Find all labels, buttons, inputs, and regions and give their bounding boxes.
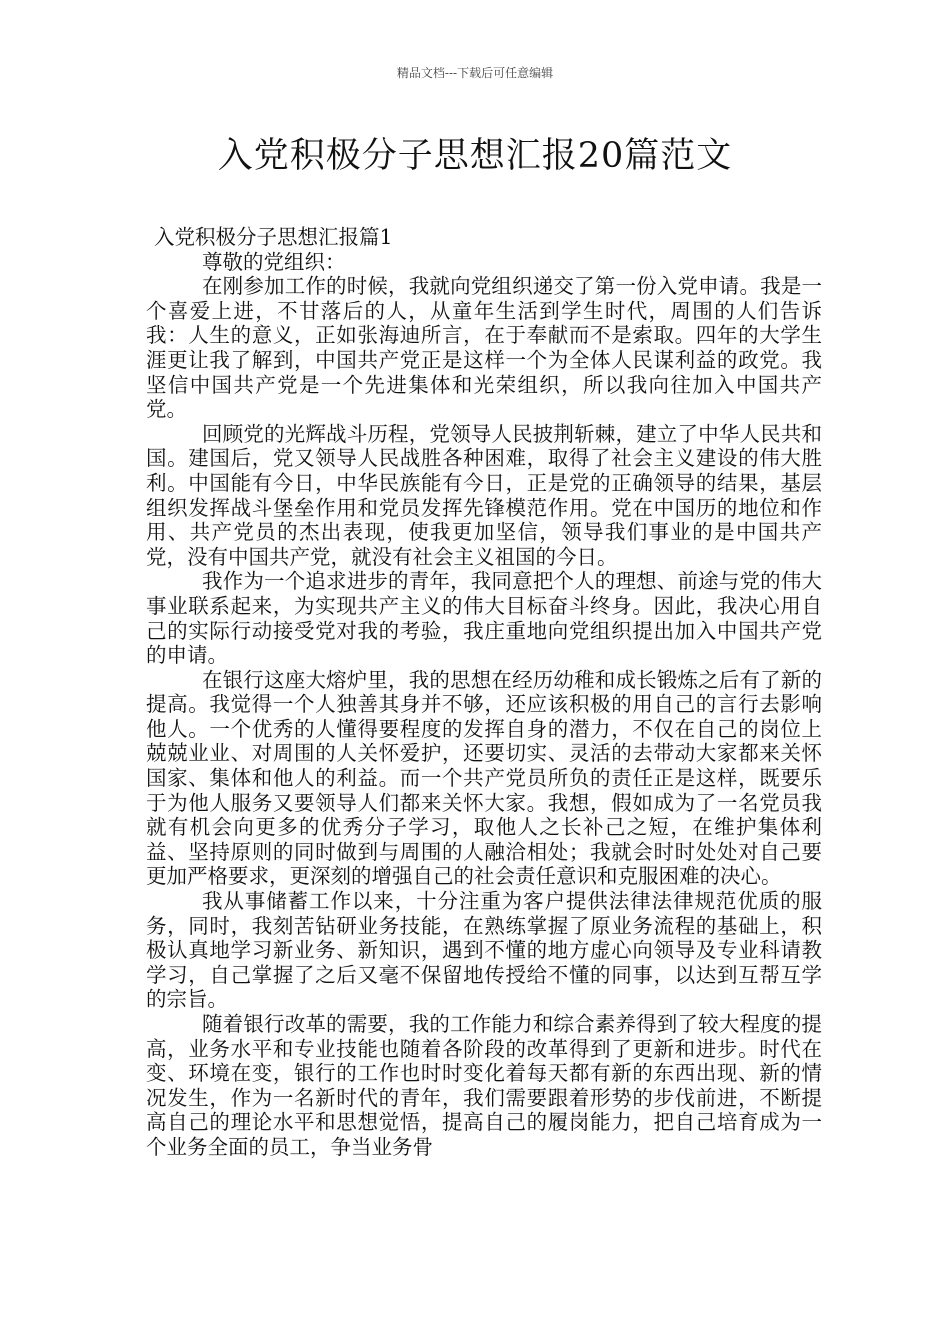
paragraph: 回顾党的光辉战斗历程，党领导人民披荆斩棘，建立了中华人民共和国。建国后，党又领导人民战胜各种困难，取得了社会主义建设的伟大胜利。中国能有今日，中华民族能有今日，正是党的正确领导的结果，基层组织发挥战斗堡垒作用和党员发挥先锋模范作用。党在中国历的地位和作用、共产党员的杰出表现，使我更加坚信，领导我们事业的是中国共产党，没有中国共产党，就没有社会主义祖国的今日。 (146, 421, 822, 569)
paragraph: 在银行这座大熔炉里，我的思想在经历幼稚和成长锻炼之后有了新的提高。我觉得一个人独善其身并不够，还应该积极的用自己的言行去影响他人。一个优秀的人懂得要程度的发挥自身的潜力，不仅在自己的岗位上兢兢业业、对周围的人关怀爱护，还要切实、灵活的去带动大家都来关怀国家、集体和他人的利益。而一个共产党员所负的责任正是这样，既要乐于为他人服务又要领导人们都来关怀大家。我想，假如成为了一名党员我就有机会向更多的优秀分子学习，取他人之长补己之短，在维护集体利益、坚持原则的同时做到与周围的人融洽相处；我就会时时处处对自己要更加严格要求，更深刻的增强自己的社会责任意识和克服困难的决心。 (146, 667, 822, 889)
document-body (146, 225, 822, 1160)
paragraph: 在刚参加工作的时候，我就向党组织递交了第一份入党申请。我是一个喜爱上进，不甘落后的人，从童年生活到学生时代，周围的人们告诉我：人生的意义，正如张海迪所言，在于奉献而不是索取。四年的大学生涯更让我了解到，中国共产党正是这样一个为全体人民谋利益的政党。我坚信中国共产党是一个先进集体和光荣组织，所以我向往加入中国共产党。 (146, 274, 822, 422)
header-note: 精品文档---下载后可任意编辑 (396, 66, 554, 80)
paragraph: 我从事储蓄工作以来，十分注重为客户提供法律法律规范优质的服务，同时，我刻苦钻研业务技能，在熟练掌握了原业务流程的基础上，积极认真地学习新业务、新知识，遇到不懂的地方虚心向领导及专业科请教学习，自己掌握了之后又毫不保留地传授给不懂的同事，以达到互帮互学的宗旨。 (146, 889, 822, 1012)
paragraph: 我作为一个追求进步的青年，我同意把个人的理想、前途与党的伟大事业联系起来，为实现共产主义的伟大目标奋斗终身。因此，我决心用自己的实际行动接受党对我的考验，我庄重地向党组织提出加入中国共产党的申请。 (146, 569, 822, 668)
section-title: 入党积极分子思想汇报篇1 (154, 225, 393, 249)
page-title: 入党积极分子思想汇报20篇范文 (217, 136, 733, 176)
salutation: 尊敬的党组织： (202, 249, 346, 274)
paragraph: 随着银行改革的需要，我的工作能力和综合素养得到了较大程度的提高，业务水平和专业技能也随着各阶段的改革得到了更新和进步。时代在变、环境在变，银行的工作也时时变化着每天都有新的东西出现、新的情况发生，作为一名新时代的青年，我们需要跟着形势的步伐前进，不断提高自己的理论水平和思想觉悟，提高自己的履岗能力，把自己培育成为一个业务全面的员工，争当业务骨 (146, 1012, 822, 1159)
